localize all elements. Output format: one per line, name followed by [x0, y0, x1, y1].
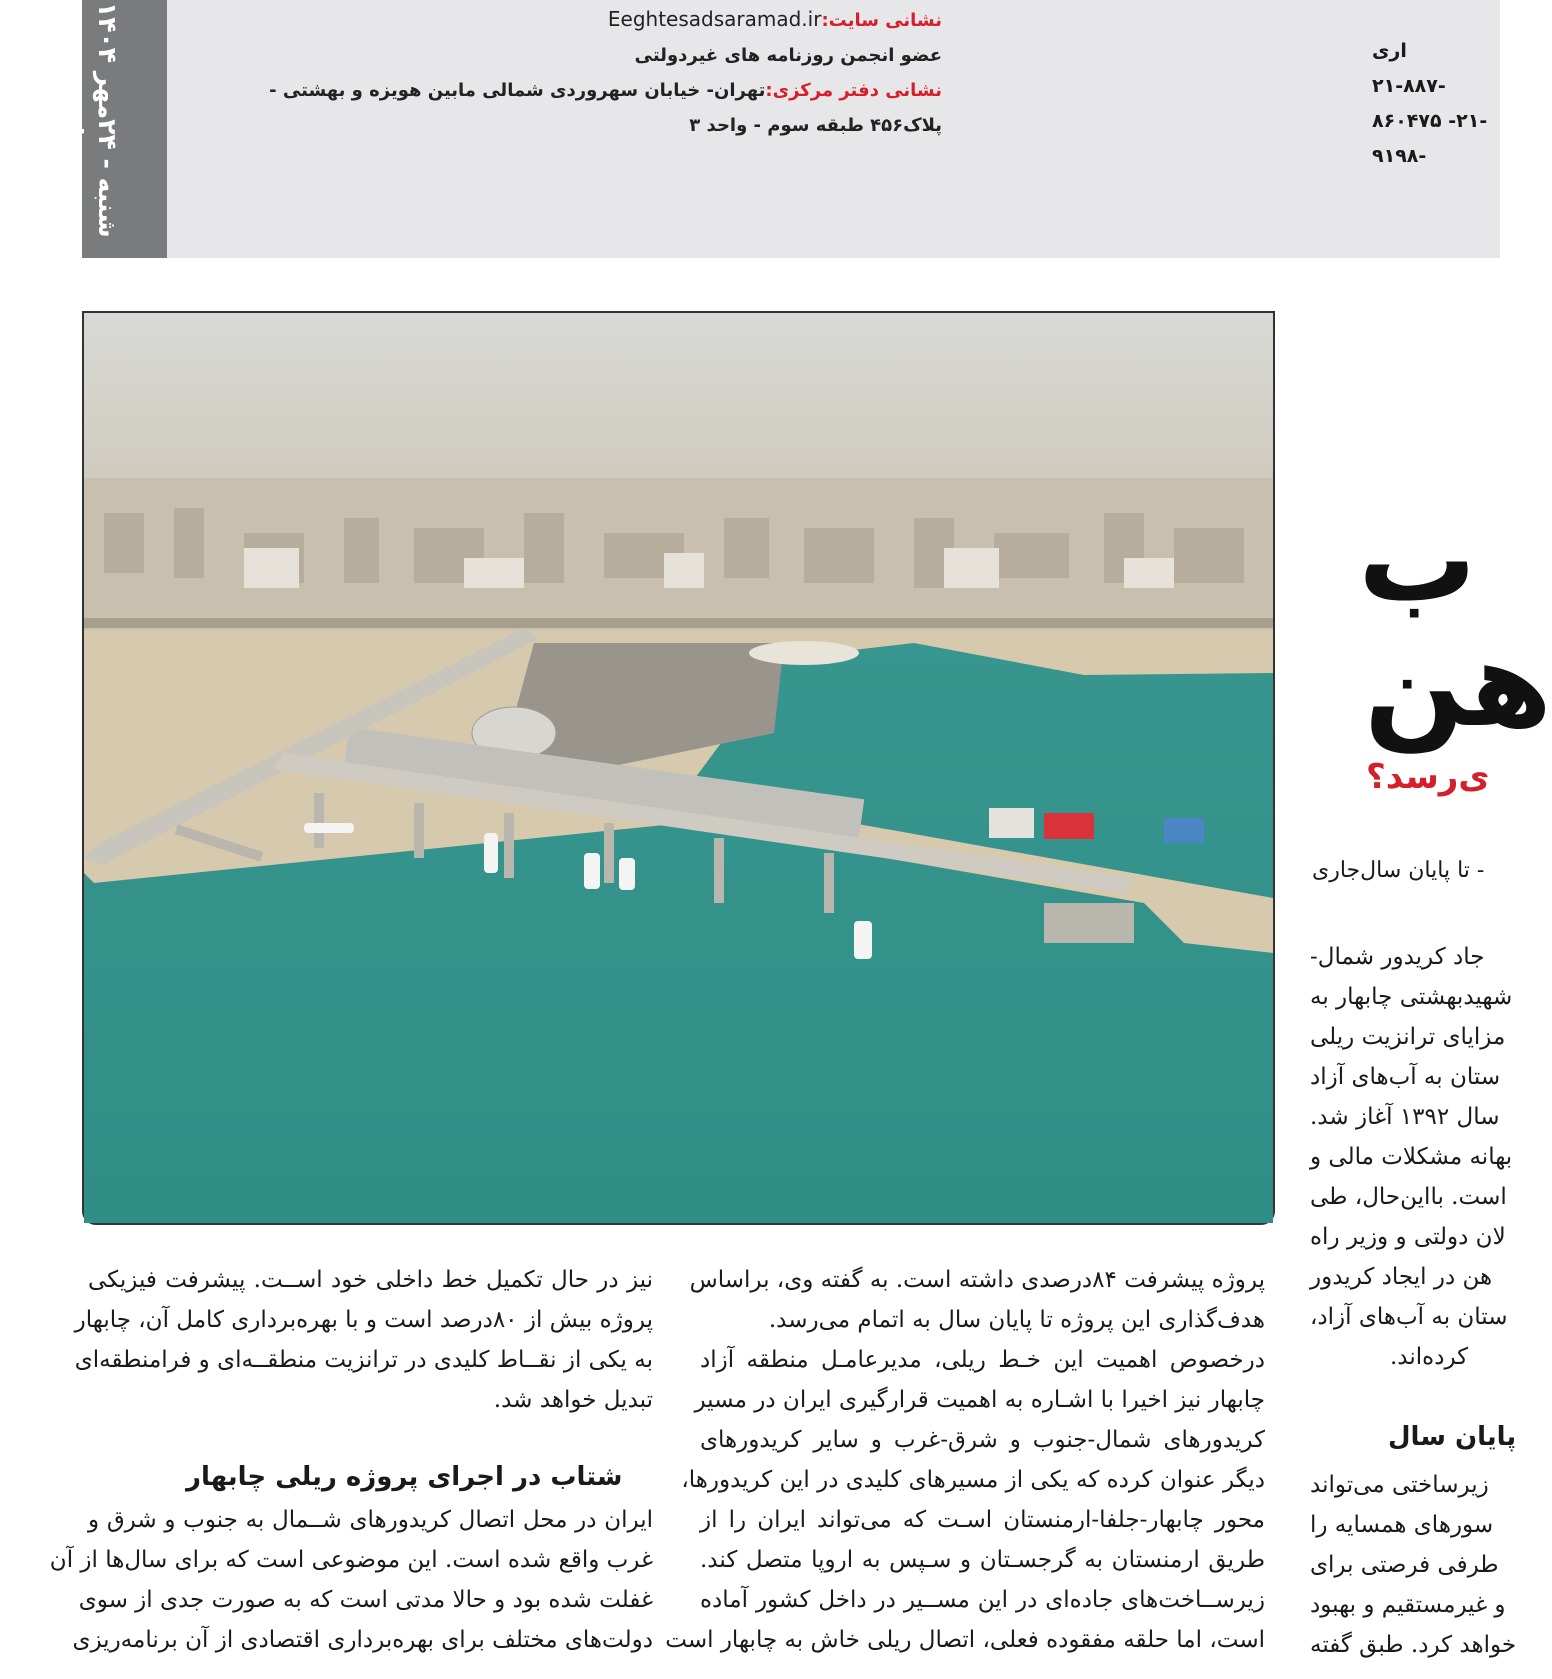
- paragraph-line: لان دولتی و وزیر راه: [1310, 1224, 1506, 1250]
- paragraph-line: است. بااین‌حال، طی: [1310, 1184, 1507, 1210]
- paragraph-line: تبدیل خواهد شد.: [493, 1387, 653, 1413]
- contact-line: اری: [1372, 40, 1407, 62]
- headline-kicker: ی‌رسد؟: [1366, 757, 1490, 797]
- right-column-2: [1310, 1465, 1516, 1665]
- paragraph-line: هدف‌گذاری این پروژه تا پایان سال به اتمام می‌رسد.: [768, 1307, 1265, 1333]
- contact-line: -۲۱- ۸۶۰۴۷۵: [1372, 110, 1488, 132]
- paragraph-line: کریدورهای شمال-جنوب و شرق-غرب و سایر کریدورهای: [700, 1427, 1265, 1453]
- paragraph-line: غرب واقع شده است. این موضوعی است که برای سال‌ها از آن: [49, 1547, 653, 1573]
- paragraph-line: شهیدبهشتی چابهار به: [1310, 984, 1513, 1010]
- paragraph-line: مزایای ترانزیت ریلی: [1310, 1024, 1506, 1050]
- paragraph-line: ایران در محل اتصال کریدورهای شــمال به جنوب و شرق و: [88, 1507, 653, 1533]
- paragraph-line: نیز در حال تکمیل خط داخلی خود اســت. پیشرفت فیزیکی: [88, 1267, 653, 1293]
- middle-column: [665, 1260, 1265, 1660]
- contact-line: -۹۱۹۸: [1372, 145, 1427, 167]
- left-subhead: شتاب در اجرای پروژه ریلی چابهار: [186, 1462, 623, 1492]
- aerial-port-photo: [82, 311, 1275, 1225]
- edition-strip: [59, 0, 167, 258]
- site-label: نشانی سایت:: [821, 10, 942, 31]
- membership-text: عضو انجمن روزنامه های غیردولتی: [634, 45, 942, 66]
- site-url[interactable]: Eeghtesadsaramad.ir: [607, 7, 822, 31]
- paragraph-line: است، اما حلقه مفقوده فعلی، اتصال ریلی خاش به چابهار است: [665, 1627, 1265, 1653]
- headline-line2: هن: [1364, 615, 1552, 753]
- edition-number: دهم-شماره ۳۲۲۵: [59, 28, 88, 238]
- paragraph-line: دولت‌های مختلف برای بهره‌برداری اقتصادی از آن برنامه‌ریزی: [72, 1627, 653, 1653]
- office-address: تهران- خیابان سهروردی شمالی مابین هویزه و بهشتی -: [269, 80, 766, 101]
- lead-text: - تا پایان سال‌جاری: [1312, 858, 1485, 883]
- publisher-info: [269, 2, 942, 143]
- paragraph-line: ستان به آب‌های آزاد،: [1310, 1304, 1508, 1330]
- paragraph-line: سورهای همسایه را: [1310, 1512, 1494, 1538]
- office-address-2: پلاک۴۵۶ طبقه سوم - واحد ۳: [689, 115, 942, 136]
- left-column-2: [49, 1500, 653, 1660]
- paragraph-line: جاد کریدور شمال-: [1310, 944, 1485, 970]
- paragraph-line: غفلت شده بود و حالا مدتی است که به صورت جدی از سوی: [78, 1587, 653, 1613]
- edition-date: شنبه - ۲۴مهر ۱۴۰۴: [93, 2, 122, 238]
- paragraph-line: دیگر عنوان کرده که یکی از مسیرهای کلیدی در این کریدورها،: [681, 1467, 1265, 1493]
- paragraph-line: سال ۱۳۹۲ آغاز شد.: [1310, 1104, 1500, 1130]
- paragraph-line: طریق ارمنستان به گرجسـتان و سـپس به اروپا متصل کند.: [700, 1547, 1265, 1573]
- paragraph-line: محور چابهار-جلفا-ارمنستان اسـت که می‌تواند ایران را از: [700, 1507, 1265, 1533]
- paragraph-line: ستان به آب‌های آزاد: [1310, 1064, 1501, 1090]
- paragraph-line: خواهد کرد. طبق گفته: [1310, 1632, 1517, 1658]
- paragraph-line: پروژه پیشرفت ۸۴درصدی داشته است. به گفته وی، براساس: [689, 1267, 1265, 1293]
- office-label: نشانی دفتر مرکزی:: [765, 80, 942, 101]
- headline: [1358, 490, 1552, 753]
- right-column: [1310, 937, 1512, 1377]
- paragraph-line: پروژه بیش از ۸۰درصد است و با بهره‌برداری کامل آن، چابهار: [74, 1307, 653, 1333]
- headline-line1: ب: [1358, 490, 1477, 628]
- paragraph-line: چابهار نیز اخیرا با اشـاره به اهمیت قرارگیری ایران در مسیر: [694, 1387, 1265, 1413]
- contact-numbers: [1372, 34, 1487, 174]
- paragraph-line: به یکی از نقــاط کلیدی در ترانزیت منطقــه‌ای و فرامنطقه‌ای: [74, 1347, 653, 1373]
- paragraph-line: درخصوص اهمیت این خـط ریلی، مدیرعامـل منطقه آزاد: [700, 1347, 1265, 1373]
- paragraph-line: کرده‌اند.: [1390, 1344, 1469, 1370]
- paragraph-line: و غیرمستقیم و بهبود: [1310, 1592, 1506, 1618]
- paragraph-line: طرفی فرصتی برای: [1310, 1552, 1499, 1578]
- paragraph-line: بهانه مشکلات مالی و: [1310, 1144, 1513, 1170]
- left-column: [74, 1260, 653, 1420]
- right-subhead: پایان سال: [1388, 1422, 1517, 1452]
- paragraph-line: زیرســاخت‌های جاده‌ای در این مســیر در داخل کشور آماده: [700, 1587, 1265, 1613]
- paragraph-line: زیرساختی می‌تواند: [1310, 1472, 1489, 1498]
- contact-line: -۲۱-۸۸۷: [1372, 75, 1446, 97]
- paragraph-line: هن در ایجاد کریدور: [1310, 1264, 1493, 1290]
